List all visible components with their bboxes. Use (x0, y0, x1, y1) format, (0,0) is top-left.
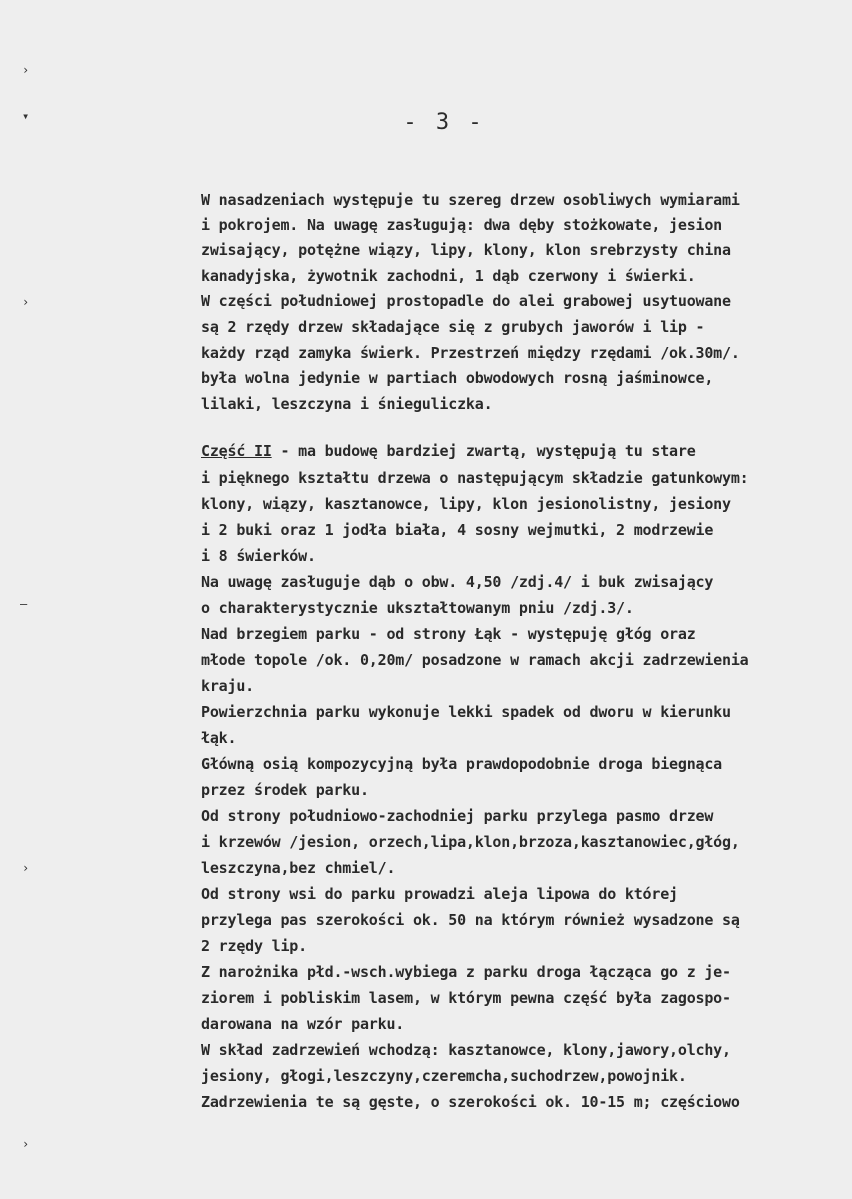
section-heading: Część II (201, 442, 272, 460)
margin-mark-3: › (22, 295, 30, 309)
margin-mark-4: – (20, 597, 28, 611)
text-line-4: kanadyjska, żywotnik zachodni, 1 dąb czerwony i świerki. (201, 267, 696, 285)
text-line-27: Od strony wsi do parku prowadzi aleja lipowa do której (201, 885, 678, 903)
text-line-20: Powierzchnia parku wykonuje lekki spadek od dworu w kierunku (201, 703, 731, 721)
text-line-29: 2 rzędy lip. (201, 937, 307, 955)
text-line-11: i pięknego kształtu drzewa o następującym składzie gatunkowym: (201, 469, 749, 487)
text-line-15: Na uwagę zasługuje dąb o obw. 4,50 /zdj.4/ i buk zwisający (201, 573, 714, 591)
text-line-7: każdy rząd zamyka świerk. Przestrzeń między rzędami /ok.30m/. (201, 344, 740, 362)
text-line-22: Główną osią kompozycyjną była prawdopodobnie droga biegnąca (201, 755, 723, 773)
text-line-5: W części południowej prostopadle do alei grabowej usytuowane (201, 292, 731, 310)
text-line-3: zwisający, potężne wiązy, lipy, klony, klon srebrzysty china (201, 241, 731, 259)
text-line-32: darowana na wzór parku. (201, 1015, 405, 1033)
margin-mark-5: › (22, 861, 30, 875)
text-line-6: są 2 rzędy drzew składające się z grubych jaworów i lip - (201, 318, 705, 336)
page-number: - 3 - (403, 110, 485, 135)
section-heading-text: - ma budowę bardziej zwartą, występują tu stare (271, 442, 696, 460)
text-line-24: Od strony południowo-zachodniej parku przylega pasmo drzew (201, 807, 714, 825)
text-line-17: Nad brzegiem parku - od strony Łąk - występuję głóg oraz (201, 625, 696, 643)
text-line-18: młode topole /ok. 0,20m/ posadzone w ramach akcji zadrzewienia (201, 651, 749, 669)
text-line-25: i krzewów /jesion, orzech,lipa,klon,brzoza,kasztanowiec,głóg, (201, 833, 740, 851)
text-line-1: W nasadzeniach występuje tu szereg drzew osobliwych wymiarami (201, 191, 740, 209)
text-line-2: i pokrojem. Na uwagę zasługują: dwa dęby stożkowate, jesion (201, 216, 723, 234)
text-line-28: przylega pas szerokości ok. 50 na którym również wysadzone są (201, 911, 740, 929)
text-line-16: o charakterystycznie ukształtowanym pniu /zdj.3/. (201, 599, 634, 617)
text-line-26: leszczyna,bez chmiel/. (201, 859, 396, 877)
text-line-13: i 2 buki oraz 1 jodła biała, 4 sosny wejmutki, 2 modrzewie (201, 521, 714, 539)
text-line-9: lilaki, leszczyna i śnieguliczka. (201, 395, 493, 413)
text-line-14: i 8 świerków. (201, 547, 316, 565)
text-line-35: Zadrzewienia te są gęste, o szerokości ok. 10-15 m; częściowo (201, 1093, 740, 1111)
text-line-8: była wolna jedynie w partiach obwodowych rosną jaśminowce, (201, 369, 714, 387)
margin-mark-1: › (22, 63, 30, 77)
text-line-21: łąk. (201, 729, 237, 747)
margin-mark-2: ▾ (22, 109, 30, 123)
margin-mark-6: › (22, 1137, 30, 1151)
text-line-30: Z narożnika płd.-wsch.wybiega z parku droga łącząca go z je- (201, 963, 731, 981)
text-line-33: W skład zadrzewień wchodzą: kasztanowce, klony,jawory,olchy, (201, 1041, 731, 1059)
section-heading-line (201, 441, 696, 461)
text-line-23: przez środek parku. (201, 781, 369, 799)
text-line-31: ziorem i pobliskim lasem, w którym pewna część była zagospo- (201, 989, 731, 1007)
text-line-34: jesiony, głogi,leszczyny,czeremcha,suchodrzew,powojnik. (201, 1067, 687, 1085)
text-line-12: klony, wiązy, kasztanowce, lipy, klon jesionolistny, jesiony (201, 495, 731, 513)
text-line-19: kraju. (201, 677, 254, 695)
